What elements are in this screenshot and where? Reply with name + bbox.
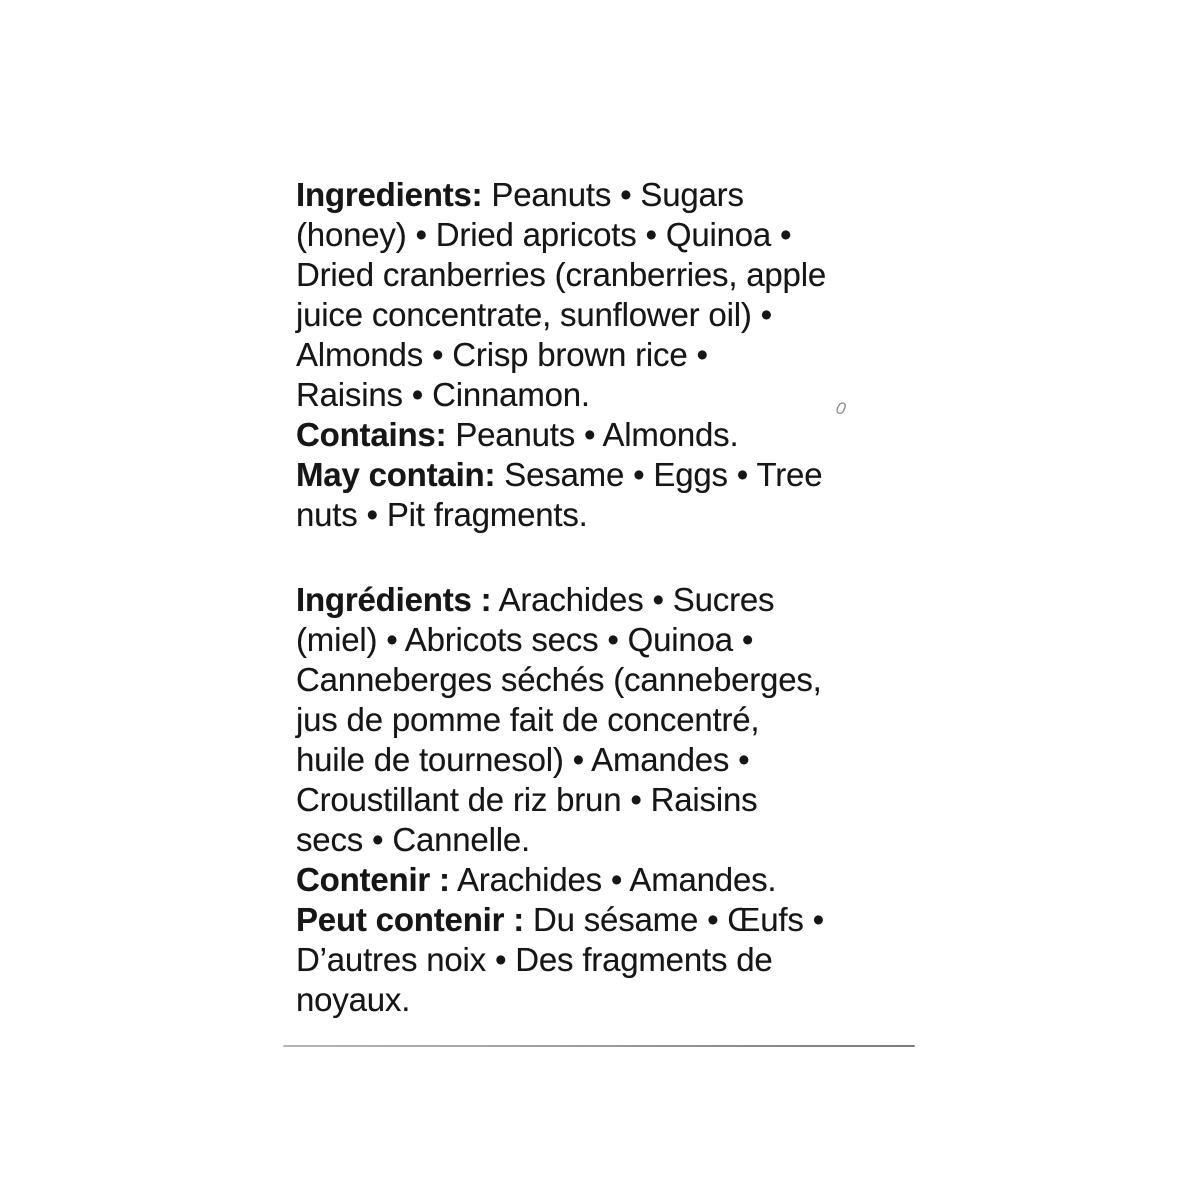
ingredient-text: Canneberges séchés (canneberges, <box>296 661 822 698</box>
ingredient-line <box>296 455 826 495</box>
ingredient-line <box>296 940 824 980</box>
ingredient-text: Arachides • Sucres <box>491 581 775 618</box>
ingredient-text: Peanuts • Sugars <box>482 176 744 213</box>
english-ingredients-block <box>296 175 826 535</box>
ingredient-line <box>296 780 824 820</box>
ingredient-text: Peanuts • Almonds. <box>446 416 739 453</box>
ingredient-line <box>296 860 824 900</box>
ingredient-line <box>296 820 824 860</box>
ingredient-text: Raisins • Cinnamon. <box>296 376 590 413</box>
ingredient-heading: Ingrédients : <box>296 581 492 618</box>
ingredient-text: Du sésame • Œufs • <box>524 901 824 938</box>
ingredient-text: Dried cranberries (cranberries, apple <box>296 256 826 293</box>
french-ingredients-block <box>296 580 824 1020</box>
ingredient-line <box>296 700 824 740</box>
ingredient-text: Almonds • Crisp brown rice • <box>296 336 708 373</box>
ingredient-line <box>296 375 826 415</box>
ingredient-text: huile de tournesol) • Amandes • <box>296 741 750 778</box>
ingredient-heading: Contenir : <box>296 861 450 898</box>
ingredient-heading: May contain: <box>296 456 496 493</box>
ingredient-text: (honey) • Dried apricots • Quinoa • <box>296 216 792 253</box>
ingredient-text: jus de pomme fait de concentré, <box>296 701 760 738</box>
ingredient-line <box>296 980 824 1020</box>
ingredient-heading: Contains: <box>296 416 447 453</box>
ingredient-text: secs • Cannelle. <box>296 821 530 858</box>
ingredient-line <box>296 900 824 940</box>
ingredient-text: noyaux. <box>296 981 411 1018</box>
print-artifact-mark: 0 <box>834 398 848 419</box>
ingredient-line <box>296 740 824 780</box>
ingredient-line <box>296 580 824 620</box>
ingredient-text: Sesame • Eggs • Tree <box>495 456 823 493</box>
ingredient-line <box>296 295 826 335</box>
ingredient-text: (miel) • Abricots secs • Quinoa • <box>296 621 754 658</box>
ingredient-text: Arachides • Amandes. <box>449 861 777 898</box>
ingredient-line <box>296 660 824 700</box>
ingredient-line <box>296 255 826 295</box>
ingredient-heading: Peut contenir : <box>296 901 525 938</box>
ingredient-text: nuts • Pit fragments. <box>296 496 588 533</box>
ingredient-line <box>296 335 826 375</box>
ingredient-text: D’autres noix • Des fragments de <box>296 941 773 978</box>
ingredient-line <box>296 415 826 455</box>
label-divider-line <box>283 1045 915 1047</box>
ingredient-line <box>296 215 826 255</box>
ingredient-line <box>296 620 824 660</box>
ingredient-line <box>296 175 826 215</box>
ingredient-text: juice concentrate, sunflower oil) • <box>296 296 772 333</box>
ingredient-text: Croustillant de riz brun • Raisins <box>296 781 758 818</box>
ingredient-line <box>296 495 826 535</box>
ingredient-heading: Ingredients: <box>296 176 483 213</box>
